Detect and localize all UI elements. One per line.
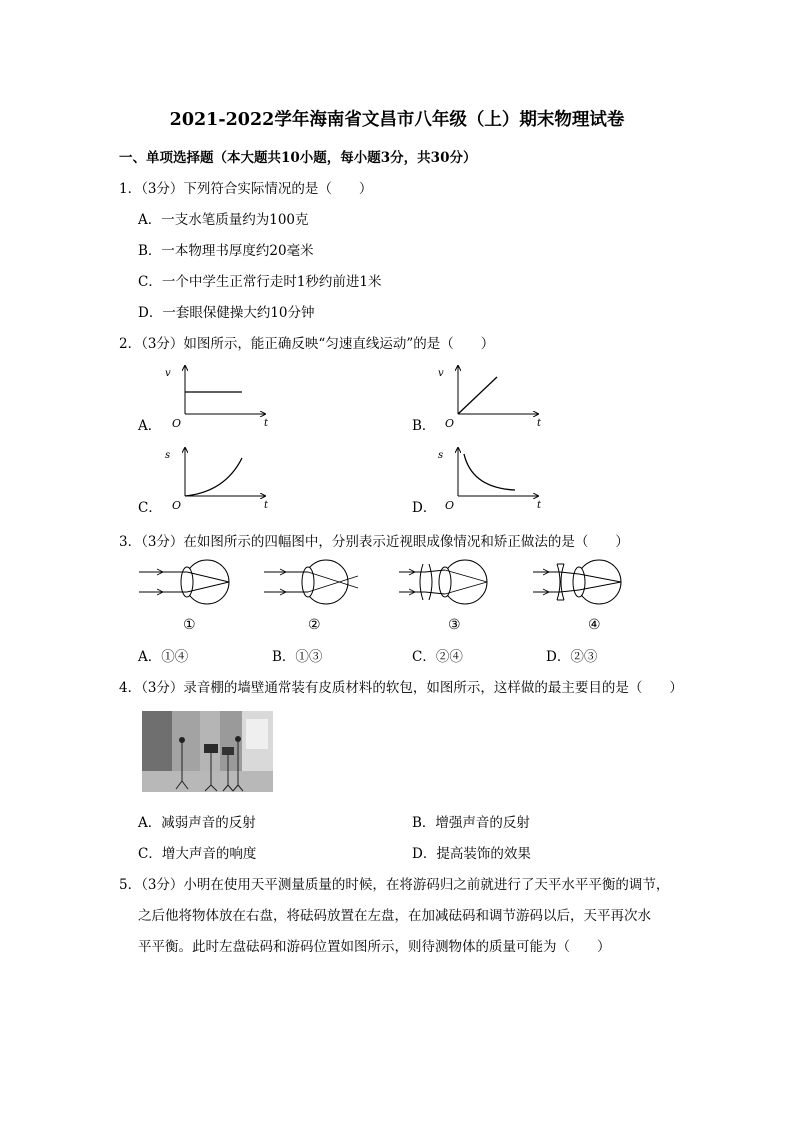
- question-2-letter-a: A．: [138, 418, 162, 434]
- question-5-line-2: 之后他将物体放在右盘，将砝码放置在左盘，在加减砝码和调节游码以后，天平再次水: [138, 908, 651, 924]
- question-1-option-a: A．一支水笔质量约为100克: [138, 212, 309, 228]
- graph-d-displacement-decaying: [438, 444, 548, 514]
- question-4-option-c: C．增大声音的响度: [138, 846, 257, 862]
- eye-label-3: ③: [448, 617, 461, 633]
- graph-b-y-label: v: [438, 368, 444, 379]
- graph-a-velocity-constant: [165, 362, 275, 432]
- section-heading: 一、单项选择题（本大题共10小题，每小题3分，共30分）: [119, 150, 477, 166]
- page-title: 2021-2022学年海南省文昌市八年级（上）期末物理试卷: [169, 110, 625, 130]
- eye-diagram-1: [137, 558, 237, 606]
- graph-d-y-label: s: [438, 450, 444, 461]
- graph-b-x-label: t: [537, 418, 542, 429]
- graph-c-x-label: t: [264, 500, 269, 511]
- recording-studio-photo: [142, 711, 273, 792]
- question-2-letter-c: C．: [138, 500, 162, 516]
- eye-label-4: ④: [588, 617, 601, 633]
- graph-a-origin: O: [172, 417, 182, 430]
- eye-diagram-2: [262, 558, 362, 606]
- eye-diagram-4: [531, 558, 631, 606]
- graph-a-x-label: t: [264, 418, 269, 429]
- question-1-option-b: B．一本物理书厚度约20毫米: [138, 243, 314, 259]
- question-3-stem: 3．（3分）在如图所示的四幅图中，分别表示近视眼成像情况和矫正做法的是（ ）: [119, 534, 629, 550]
- question-3-option-b: B．①③: [272, 649, 323, 665]
- graph-b-origin: O: [445, 417, 455, 430]
- graph-b-velocity-increasing: [438, 362, 548, 432]
- question-2-letter-d: D．: [412, 500, 437, 516]
- question-2-letter-b: B．: [412, 418, 436, 434]
- question-4-option-b: B．增强声音的反射: [412, 815, 530, 831]
- question-5-line-3: 平平衡。此时左盘砝码和游码位置如图所示，则待测物体的质量可能为（ ）: [138, 939, 611, 955]
- eye-label-2: ②: [308, 617, 321, 633]
- question-5-line-1: 5．（3分）小明在使用天平测量质量的时候，在将游码归之前就进行了天平水平平衡的调节，: [119, 877, 670, 893]
- question-3-option-a: A．①④: [138, 649, 189, 665]
- question-3-option-d: D．②③: [546, 649, 598, 665]
- graph-c-origin: O: [172, 499, 182, 512]
- graph-c-displacement-accelerating: [165, 444, 275, 514]
- question-4-stem: 4．（3分）录音棚的墙壁通常装有皮质材料的软包，如图所示，这样做的最主要目的是（ ）: [119, 680, 683, 696]
- question-1-option-d: D．一套眼保健操大约10分钟: [138, 305, 315, 321]
- graph-d-x-label: t: [537, 500, 542, 511]
- eye-diagram-3: [397, 558, 497, 606]
- question-4-option-a: A．减弱声音的反射: [138, 815, 256, 831]
- graph-d-origin: O: [445, 499, 455, 512]
- graph-c-y-label: s: [165, 450, 171, 461]
- question-1-option-c: C．一个中学生正常行走时1秒约前进1米: [138, 274, 382, 290]
- question-4-option-d: D．提高装饰的效果: [412, 846, 531, 862]
- question-2-stem: 2．（3分）如图所示，能正确反映“匀速直线运动”的是（ ）: [119, 336, 495, 352]
- graph-a-y-label: v: [165, 368, 171, 379]
- question-3-option-c: C．②④: [412, 649, 463, 665]
- eye-label-1: ①: [183, 617, 196, 633]
- question-1-stem: 1．（3分）下列符合实际情况的是（ ）: [119, 181, 373, 197]
